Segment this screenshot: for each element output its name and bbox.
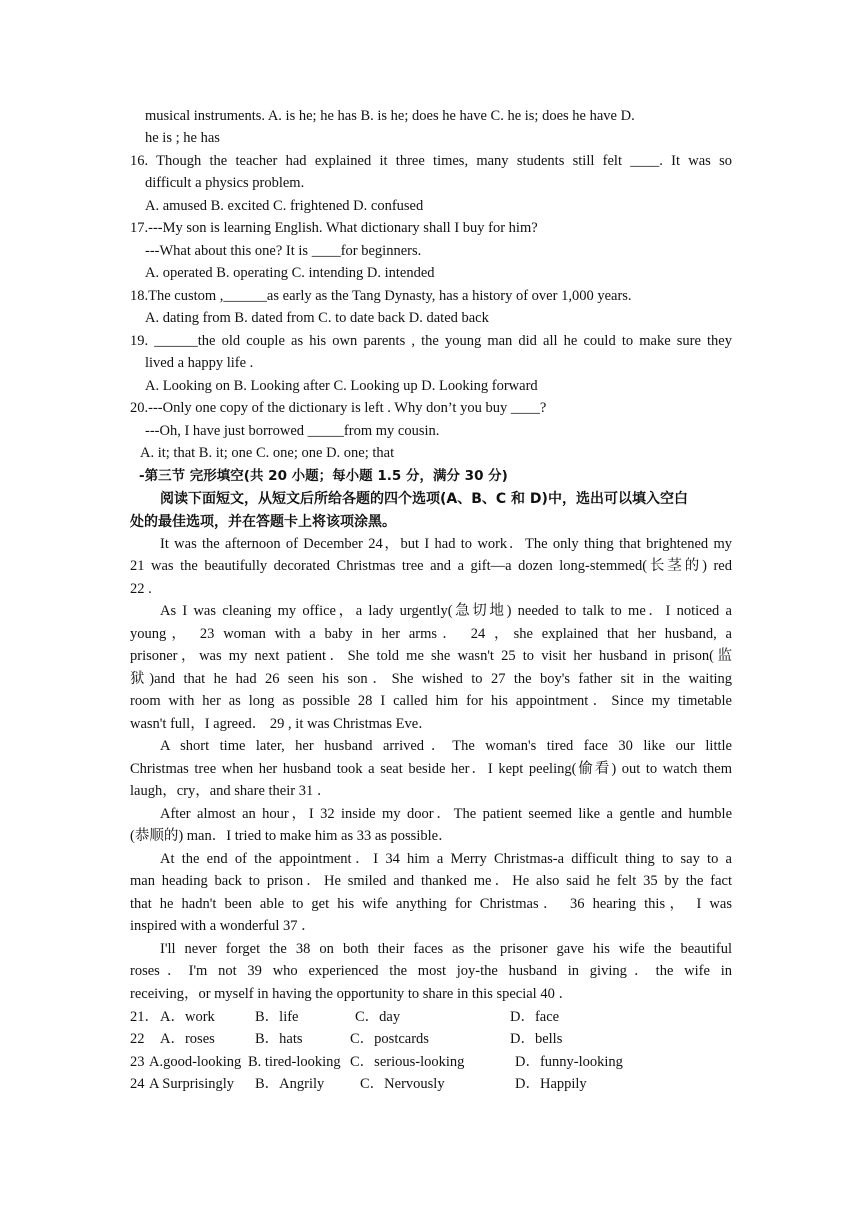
- passage-line: As I was cleaning my office，a lady urgently(急切地) needed to talk to me．I noticed a: [160, 603, 732, 619]
- option-d: D．Happily: [515, 1076, 587, 1092]
- option-number: 22: [130, 1031, 145, 1047]
- q18-options: A. dating from B. dated from C. to date back D. dated back: [145, 310, 489, 326]
- q19-stem-cont: lived a happy life .: [145, 355, 254, 371]
- q17-options: A. operated B. operating C. intending D. intended: [145, 265, 435, 281]
- passage-line: wasn't full，I agreed． 29 , it was Christmas Eve．: [130, 716, 433, 732]
- q18-stem: 18.The custom ,______as early as the Tang Dynasty, has a history of over 1,000 years.: [130, 288, 632, 304]
- q19-stem: 19. ______the old couple as his own parents , the young man did all he could to make sure they: [130, 333, 732, 349]
- q19-options: A. Looking on B. Looking after C. Looking up D. Looking forward: [145, 378, 538, 394]
- passage-line: After almost an hour，I 32 inside my door．The patient seemed like a gentle and humble: [160, 806, 732, 822]
- option-b: B．hats: [255, 1031, 303, 1047]
- option-b: B．life: [255, 1009, 299, 1025]
- passage-line: man heading back to prison．He smiled and thanked me．He also said he felt 35 by the fact: [130, 873, 732, 889]
- q17-stem-cont: ---What about this one? It is ____for beginners.: [145, 243, 422, 259]
- passage-line: Christmas tree when her husband took a seat beside her．I kept peeling(偷看) out to watch them: [130, 761, 732, 777]
- passage-line: (恭顺的) man．I tried to make him as 33 as possible．: [130, 828, 453, 844]
- passage-line: 21 was the beautifully decorated Christmas tree and a gift—a dozen long-stemmed(长茎的) red: [130, 558, 732, 574]
- q16-stem-cont: difficult a physics problem.: [145, 175, 305, 191]
- option-d: D．face: [510, 1009, 560, 1025]
- passage-line: roses．I'm not 39 who experienced the most joy-the husband in giving．the wife in: [130, 963, 732, 979]
- option-b: B．Angrily: [255, 1076, 325, 1092]
- passage-line: that he hadn't been able to get his wife anything for Christmas． 36 hearing this， I was: [130, 896, 732, 912]
- q20-stem: 20.---Only one copy of the dictionary is left . Why don’t you buy ____?: [130, 400, 547, 416]
- option-number: 21．: [130, 1009, 159, 1025]
- passage-line: inspired with a wonderful 37 ．: [130, 918, 316, 934]
- q16-options: A. amused B. excited C. frightened D. confused: [145, 198, 424, 214]
- option-b: B. tired-looking: [248, 1054, 341, 1070]
- passage-line: It was the afternoon of December 24，but I had to work．The only thing that brightened my: [160, 536, 732, 552]
- option-c: C．Nervously: [360, 1076, 445, 1092]
- option-number: 24: [130, 1076, 145, 1092]
- option-c: C．day: [355, 1009, 401, 1025]
- section3-heading: -第三节 完形填空(共 20 小题；每小题 1.5 分，满分 30 分): [139, 468, 508, 484]
- passage-line: receiving，or myself in having the opportunity to share in this special 40 ．: [130, 986, 573, 1002]
- passage-line: A short time later, her husband arrived．The woman's tired face 30 like our little: [160, 738, 732, 754]
- q20-stem-cont: ---Oh, I have just borrowed _____from my cousin.: [145, 423, 440, 439]
- q16-stem: 16. Though the teacher had explained it three times, many students still felt ____. It was so: [130, 153, 732, 169]
- option-c: C．serious-looking: [350, 1054, 465, 1070]
- q15-options-line2: he is ; he has: [145, 130, 220, 146]
- passage-line: prisoner，was my next patient．She told me she wasn't 25 to visit her husband in prison(监: [130, 648, 732, 664]
- passage-line: laugh，cry，and share their 31 ．: [130, 783, 332, 799]
- q15-options-line: musical instruments. A. is he; he has B. is he; does he have C. he is; does he have D.: [145, 108, 635, 124]
- option-d: D．bells: [510, 1031, 563, 1047]
- option-a: A．work: [160, 1009, 215, 1025]
- passage-line: room with her as long as possible 28 I called him for his appointment．Since my timetable: [130, 693, 732, 709]
- option-d: D．funny-looking: [515, 1054, 623, 1070]
- section3-instructions: 阅读下面短文，从短文后所给各题的四个选项(A、B、C 和 D)中，选出可以填入空白: [160, 491, 688, 507]
- section3-instructions-cont: 处的最佳选项，并在答题卡上将该项涂黑。: [130, 514, 396, 530]
- passage-line: 狱)and that he had 26 seen his son．She wished to 27 the boy's father sit in the waiting: [130, 671, 732, 687]
- passage-line: 22 .: [130, 581, 152, 597]
- option-a: A．roses: [160, 1031, 215, 1047]
- option-a: A.good-looking: [149, 1054, 242, 1070]
- option-number: 23: [130, 1054, 145, 1070]
- q20-options: A. it; that B. it; one C. one; one D. one; that: [140, 445, 395, 461]
- option-a: A Surprisingly: [149, 1076, 234, 1092]
- option-c: C．postcards: [350, 1031, 429, 1047]
- passage-line: I'll never forget the 38 on both their faces as the prisoner gave his wife the beautiful: [160, 941, 732, 957]
- passage-line: At the end of the appointment．I 34 him a Merry Christmas-a difficult thing to say to a: [160, 851, 732, 867]
- passage-line: young， 23 woman with a baby in her arms． 24 ，she explained that her husband, a: [130, 626, 732, 642]
- q17-stem: 17.---My son is learning English. What dictionary shall I buy for him?: [130, 220, 538, 236]
